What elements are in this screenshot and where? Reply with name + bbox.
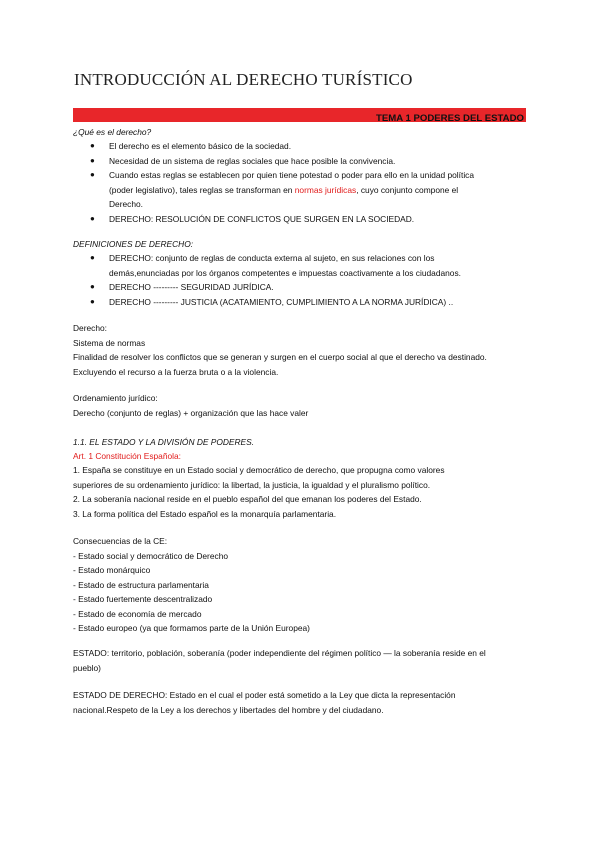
highlighted-term: normas jurídicas [294, 184, 357, 195]
definitions-bullet-list [73, 251, 513, 309]
article-heading: Art. 1 Constitución Española: [73, 451, 182, 461]
definitions-heading: DEFINICIONES DE DERECHO: [73, 239, 194, 249]
topic-banner [73, 108, 526, 122]
list-item: ● DERECHO: RESOLUCIÓN DE CONFLICTOS QUE SURGEN EN LA SOCIEDAD. [73, 212, 513, 227]
bullet-icon: ● [90, 141, 95, 150]
list-item: ● DERECHO --------- JUSTICIA (ACATAMIENTO, CUMPLIMIENTO A LA NORMA JURÍDICA) .. [73, 295, 513, 310]
bullet-icon: ● [90, 170, 95, 179]
consecuencias-block: Consecuencias de la CE: - Estado social y democrático de Derecho - Estado monárquico - Estado de estructura parlamentaria - Estado fuertemente descentralizado - Estado de economía de mercado - Estado europeo (ya que formamos parte de la Unión Europea) [73, 536, 310, 633]
bullet-icon: ● [90, 213, 95, 223]
list-item: ● DERECHO --------- SEGURIDAD JURÍDICA. [73, 280, 513, 295]
section-heading: 1.1. EL ESTADO Y LA DIVISIÓN DE PODERES. [73, 437, 255, 447]
bullet-icon: ● [90, 296, 95, 306]
ordenamiento-block: Ordenamiento jurídico: Derecho (conjunto de reglas) + organización que las hace valer [73, 393, 309, 418]
derecho-block: Derecho: Sistema de normas Finalidad de resolver los conflictos que se generan y surgen en el cuerpo social al que el derecho va destinado. Excluyendo el recurso a la fuerza bruta o a la violencia. [73, 323, 487, 377]
document-title: INTRODUCCIÓN AL DERECHO TURÍSTICO [74, 70, 413, 89]
topic-banner-label: TEMA 1 PODERES DEL ESTADO [375, 113, 524, 124]
bullet-icon: ● [90, 282, 95, 291]
list-item: ● Necesidad de un sistema de reglas sociales que hace posible la convivencia. [73, 154, 513, 169]
question-bullet-list [73, 139, 513, 226]
list-item: ● Cuando estas reglas se establecen por quien tiene potestad o poder para ello en la unidad política (poder legislativo), tales reglas se transforman en normas jurídicas, cuyo conjunto compone el Derecho. [90, 170, 475, 209]
bullet-icon: ● [90, 253, 95, 262]
list-item: ● El derecho es el elemento básico de la sociedad. [73, 139, 513, 154]
list-item: ● DERECHO: conjunto de reglas de conducta externa al sujeto, en sus relaciones con los demás,enunciadas por los órganos competentes e impuestas coactivamente a los ciudadanos. [90, 253, 461, 278]
estado-de-derecho-definition: ESTADO DE DERECHO: Estado en el cual el poder está sometido a la Ley que dicta la representación nacional.Respeto de la Ley a los derechos y libertades del hombre y del ciudadano. [73, 690, 456, 715]
estado-definition: ESTADO: territorio, población, soberanía (poder independiente del régimen político — la soberanía reside en el pueblo) [73, 648, 486, 673]
bullet-icon: ● [90, 155, 95, 165]
article-body: 1. España se constituye en un Estado social y democrático de derecho, que propugna como valores superiores de su ordenamiento jurídico: la libertad, la justicia, la igualdad y el pluralismo político. 2. La soberanía nacional reside en el pueblo español del que emanan los poderes del Estado. 3. La forma política del Estado español es la monarquía parlamentaria. [73, 465, 445, 519]
question-heading: ¿Qué es el derecho? [73, 127, 152, 137]
